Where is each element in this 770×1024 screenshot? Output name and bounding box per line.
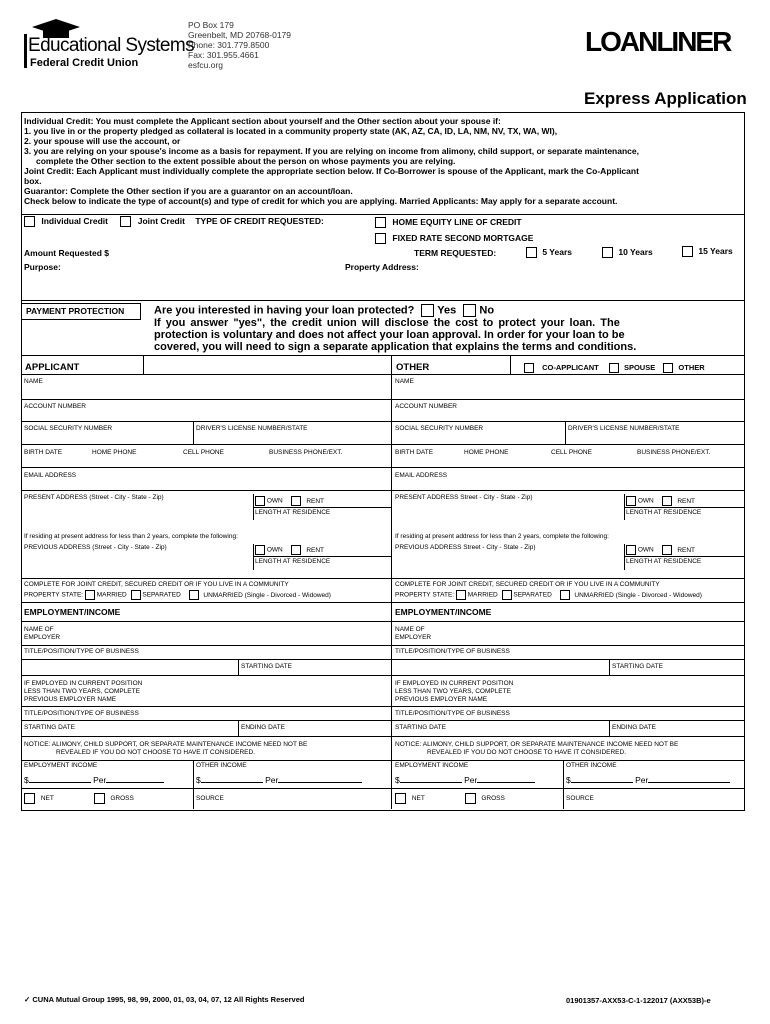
if-employed-line: PREVIOUS EMPLOYER NAME [24,696,117,703]
other-unmarried-checkbox[interactable] [560,590,570,600]
other-length-label: LENGTH AT RESIDENCE [626,509,702,516]
applicant-title: APPLICANT [25,362,80,373]
address-line: esfcu.org [188,60,223,70]
individual-credit-checkbox[interactable] [24,216,35,227]
rent-label: RENT [677,497,696,505]
applicant-marital-row [24,590,331,600]
term-10-label: 10 Years [618,247,653,257]
other-source-label: SOURCE [566,795,594,802]
applicant-prev-title-label: TITLE/POSITION/TYPE OF BUSINESS [24,710,139,717]
fixed-rate-option [375,233,533,244]
other-other-amount-field[interactable] [571,782,633,783]
other-business-phone-label: BUSINESS PHONE/EXT. [637,449,711,456]
dollar-sign: $ [196,775,201,785]
applicant-own-rent [255,496,324,506]
separated-label: SEPARATED [513,591,552,599]
applicant-dl-label: DRIVER'S LICENSE NUMBER/STATE [196,425,308,432]
separated-label: SEPARATED [142,591,181,599]
protection-yes-checkbox[interactable] [421,304,434,317]
intro-line: complete the Other section to the extent possible about the person on whose payments you are relying. [36,156,456,166]
other-starting-date-label: STARTING DATE [612,663,663,670]
term-5-checkbox[interactable] [526,247,537,258]
org-logo [20,18,195,72]
per-label: Per [635,775,649,785]
other-employer-label [395,626,431,642]
spouse-label: SPOUSE [623,363,656,372]
other-prev-own-checkbox[interactable] [626,545,636,555]
other-if-employed [395,680,513,704]
other-label: OTHER [678,363,705,372]
purpose-label: Purpose: [24,262,61,272]
other-gross-checkbox[interactable] [465,793,476,804]
address-line: PO Box 179 [188,20,234,30]
applicant-if-employed [24,680,142,704]
intro-line: 2. your spouse will use the account, or [24,136,181,146]
other-own-checkbox[interactable] [626,496,636,506]
other-notice [395,741,678,757]
other-marital-row [395,590,702,600]
address-line: Phone: 301.779.8500 [188,40,270,50]
applicant-ending-date-label: ENDING DATE [241,724,285,731]
applicant-emp-per-field[interactable] [106,782,164,783]
other-residing-note: If residing at present address for less than 2 years, complete the following: [395,533,609,540]
applicant-complete-joint: COMPLETE FOR JOINT CREDIT, SECURED CREDIT OR IF YOU LIVE IN A COMMUNITY [24,581,289,588]
gross-label: GROSS [481,795,505,803]
term-5-option [526,247,572,258]
form-title: Express Application [584,89,747,108]
dollar-sign: $ [24,775,29,785]
type-of-credit-label: TYPE OF CREDIT REQUESTED: [195,216,324,226]
other-email-label: EMAIL ADDRESS [395,472,448,479]
if-employed-line: LESS THAN TWO YEARS, COMPLETE [24,688,140,695]
if-employed-line: PREVIOUS EMPLOYER NAME [395,696,488,703]
co-applicant-checkbox[interactable] [524,363,534,373]
copyright-line [24,995,304,1004]
applicant-emp-income-label: EMPLOYMENT INCOME [24,762,98,769]
protection-yes-label: Yes [437,304,457,317]
applicant-gross-checkbox[interactable] [94,793,105,804]
applicant-rent-checkbox[interactable] [291,496,301,506]
protection-no-label: No [479,304,495,317]
joint-credit-checkbox[interactable] [120,216,131,227]
applicant-other-income-label: OTHER INCOME [196,762,247,769]
protection-line: covered, you will need to sign a separate application that explains the terms and conditions. [154,341,637,353]
rent-label: RENT [306,497,325,505]
applicant-prev-address-label: PREVIOUS ADDRESS (Street - City - State - Zip) [24,544,167,551]
protection-line: If you answer "yes", the credit union will disclose the cost to protect your loan. The [154,317,620,329]
gross-label: GROSS [110,795,134,803]
notice-line: NOTICE: ALIMONY, CHILD SUPPORT, OR SEPARATE MAINTENANCE INCOME NEED NOT BE [395,741,679,748]
applicant-married-checkbox[interactable] [85,590,95,600]
joint-credit-label: Joint Credit [137,216,185,226]
own-label: OWN [637,546,654,554]
term-requested-label: TERM REQUESTED: [414,248,497,258]
property-address-label: Property Address: [345,262,419,272]
address-line: Fax: 301.955.4661 [188,50,259,60]
other-separated-checkbox[interactable] [502,590,512,600]
married-label: MARRIED [467,591,498,599]
other-other-per-field[interactable] [648,782,730,783]
applicant-birth-label: BIRTH DATE [24,449,63,456]
other-prev-address-label: PREVIOUS ADDRESS Street - City - State - Zip) [395,544,536,551]
address-line: Greenbelt, MD 20768-0179 [188,30,292,40]
applicant-home-phone-label: HOME PHONE [92,449,137,456]
notice-line: REVEALED IF YOU DO NOT CHOOSE TO HAVE IT CONSIDERED. [427,749,627,756]
applicant-net-checkbox[interactable] [24,793,35,804]
applicant-residing-note: If residing at present address for less than 2 years, complete the following: [24,533,238,540]
protection-question: Are you interested in having your loan protected? [154,304,415,317]
intro-line: Check below to indicate the type of account(s) and type of credit for which you are applying. Married Applicants: May apply for a separate account. [24,196,618,206]
applicant-prev-length-label: LENGTH AT RESIDENCE [255,558,331,565]
intro-line: Individual Credit: You must complete the Applicant section about yourself and the Other section about your spouse if: [24,116,501,126]
unmarried-label: UNMARRIED (Single - Divorced - Widowed) [574,591,702,599]
applicant-present-address-label: PRESENT ADDRESS (Street - City - State - Zip) [24,494,164,501]
other-prev-starting-label: STARTING DATE [395,724,446,731]
other-other-income-row [566,775,730,785]
protection-no-checkbox[interactable] [463,304,476,317]
term-15-checkbox[interactable] [682,246,693,257]
other-checkbox[interactable] [663,363,673,373]
applicant-prev-own-rent [255,545,324,555]
if-employed-line: LESS THAN TWO YEARS, COMPLETE [395,688,511,695]
other-dl-label: DRIVER'S LICENSE NUMBER/STATE [568,425,680,432]
other-name-label: NAME [395,378,414,385]
spouse-checkbox[interactable] [609,363,619,373]
applicant-account-label: ACCOUNT NUMBER [24,403,86,410]
per-label: Per [464,775,478,785]
other-birth-label: BIRTH DATE [395,449,434,456]
copyright-text: CUNA Mutual Group 1995, 98, 99, 2000, 01, 03, 04, 07, 12 All Rights Reserved [32,995,305,1004]
other-type-options [524,363,705,373]
employer-label: EMPLOYER [395,634,432,641]
intro-line: 3. you are relying on your spouse's income as a basis for repayment. If you are relying on income from alimony, child support, or separate maintenance, [24,146,639,156]
applicant-emp-amount-field[interactable] [29,782,91,783]
intro-line: box. [24,176,42,186]
applicant-prev-rent-checkbox[interactable] [291,545,301,555]
applicant-emp-income-row [24,775,164,785]
other-prev-title-label: TITLE/POSITION/TYPE OF BUSINESS [395,710,510,717]
term-15-label: 15 Years [698,246,733,256]
payment-protection-label: PAYMENT PROTECTION [21,303,141,320]
property-state-label: PROPERTY STATE: [24,591,84,599]
protection-line: protection is voluntary and does not affect your loan approval. In order for your loan to be [154,329,625,341]
other-account-label: ACCOUNT NUMBER [395,403,457,410]
other-emp-per-field[interactable] [477,782,535,783]
co-applicant-label: CO-APPLICANT [542,363,599,372]
other-prev-length-label: LENGTH AT RESIDENCE [626,558,702,565]
term-10-checkbox[interactable] [602,247,613,258]
per-label: Per [265,775,279,785]
protection-question-row [154,304,740,317]
other-ssn-label: SOCIAL SECURITY NUMBER [395,425,484,432]
form-number: 01901357-AXX53-C-1-122017 (AXX53B)-e [566,996,711,1005]
net-label: NET [40,795,54,803]
other-present-address-label: PRESENT ADDRESS Street - City - State - Zip) [395,494,533,501]
property-state-label: PROPERTY STATE: [395,591,455,599]
term-15-option [682,246,733,257]
applicant-email-label: EMAIL ADDRESS [24,472,77,479]
other-emp-amount-field[interactable] [400,782,462,783]
other-home-phone-label: HOME PHONE [464,449,509,456]
cuna-logo-icon: ✓ [24,995,31,1004]
other-married-checkbox[interactable] [456,590,466,600]
other-prev-rent-checkbox[interactable] [662,545,672,555]
fixed-rate-checkbox[interactable] [375,233,386,244]
if-employed-line: IF EMPLOYED IN CURRENT POSITION [24,680,143,687]
other-complete-joint: COMPLETE FOR JOINT CREDIT, SECURED CREDIT OR IF YOU LIVE IN A COMMUNITY [395,581,660,588]
other-own-rent [626,496,695,506]
own-label: OWN [637,497,654,505]
other-employment-title: EMPLOYMENT/INCOME [395,607,492,617]
protection-text [154,304,740,353]
other-net-gross [395,793,505,804]
other-emp-income-label: EMPLOYMENT INCOME [395,762,469,769]
applicant-name-label: NAME [24,378,43,385]
applicant-prev-starting-label: STARTING DATE [24,724,75,731]
org-name: Educational Systems [28,35,195,56]
applicant-net-gross [24,793,134,804]
applicant-source-label: SOURCE [196,795,224,802]
term-10-option [602,247,653,258]
applicant-prev-own-checkbox[interactable] [255,545,265,555]
applicant-title-position-label: TITLE/POSITION/TYPE OF BUSINESS [24,648,139,655]
married-label: MARRIED [96,591,127,599]
other-rent-checkbox[interactable] [662,496,672,506]
applicant-employer-label [24,626,60,642]
other-other-income-label: OTHER INCOME [566,762,617,769]
other-ending-date-label: ENDING DATE [612,724,656,731]
notice-line: NOTICE: ALIMONY, CHILD SUPPORT, OR SEPARATE MAINTENANCE INCOME NEED NOT BE [24,741,308,748]
applicant-business-phone-label: BUSINESS PHONE/EXT. [269,449,343,456]
applicant-other-per-field[interactable] [278,782,362,783]
intro-line: Guarantor: Complete the Other section if you are a guarantor on an account/loan. [24,186,353,196]
applicant-cell-label: CELL PHONE [183,449,224,456]
applicant-notice [24,741,307,757]
dollar-sign: $ [395,775,400,785]
per-label: Per [93,775,107,785]
fixed-rate-label: FIXED RATE SECOND MORTGAGE [392,233,534,243]
other-net-checkbox[interactable] [395,793,406,804]
intro-text [24,116,742,206]
intro-line: 1. you live in or the property pledged as collateral is located in a community property state (AK, AZ, CA, ID, LA, NM, NV, TX, WA, WI), [24,126,558,136]
org-subname: Federal Credit Union [30,57,139,69]
other-emp-income-row [395,775,535,785]
applicant-separated-checkbox[interactable] [131,590,141,600]
org-address [188,20,291,70]
employer-label: EMPLOYER [24,634,61,641]
applicant-starting-date-label: STARTING DATE [241,663,292,670]
applicant-employment-title: EMPLOYMENT/INCOME [24,607,121,617]
unmarried-label: UNMARRIED (Single - Divorced - Widowed) [203,591,331,599]
credit-section [24,216,324,227]
loanliner-logo: LOANLINER [585,26,731,57]
rent-label: RENT [306,546,325,554]
individual-credit-label: Individual Credit [41,216,108,226]
home-equity-label: HOME EQUITY LINE OF CREDIT [392,217,522,227]
term-5-label: 5 Years [542,247,573,257]
home-equity-option [375,217,522,228]
applicant-own-checkbox[interactable] [255,496,265,506]
amount-requested-label: Amount Requested $ [24,248,110,258]
own-label: OWN [266,497,283,505]
logo-bar [24,34,27,68]
notice-line: REVEALED IF YOU DO NOT CHOOSE TO HAVE IT CONSIDERED. [56,749,256,756]
other-prev-own-rent [626,545,695,555]
home-equity-checkbox[interactable] [375,217,386,228]
applicant-ssn-label: SOCIAL SECURITY NUMBER [24,425,113,432]
applicant-other-amount-field[interactable] [201,782,263,783]
applicant-length-label: LENGTH AT RESIDENCE [255,509,331,516]
rent-label: RENT [677,546,696,554]
other-cell-label: CELL PHONE [551,449,592,456]
applicant-unmarried-checkbox[interactable] [189,590,199,600]
net-label: NET [411,795,425,803]
intro-line: Joint Credit: Each Applicant must individually complete the appropriate section below. If Co-Borrower is spouse of the Applicant, mark the Co-Applicant [24,166,639,176]
dollar-sign: $ [566,775,571,785]
if-employed-line: IF EMPLOYED IN CURRENT POSITION [395,680,514,687]
name-of-label: NAME OF [395,626,425,633]
own-label: OWN [266,546,283,554]
other-title: OTHER [396,362,430,373]
other-title-position-label: TITLE/POSITION/TYPE OF BUSINESS [395,648,510,655]
name-of-label: NAME OF [24,626,54,633]
applicant-other-income-row [196,775,362,785]
